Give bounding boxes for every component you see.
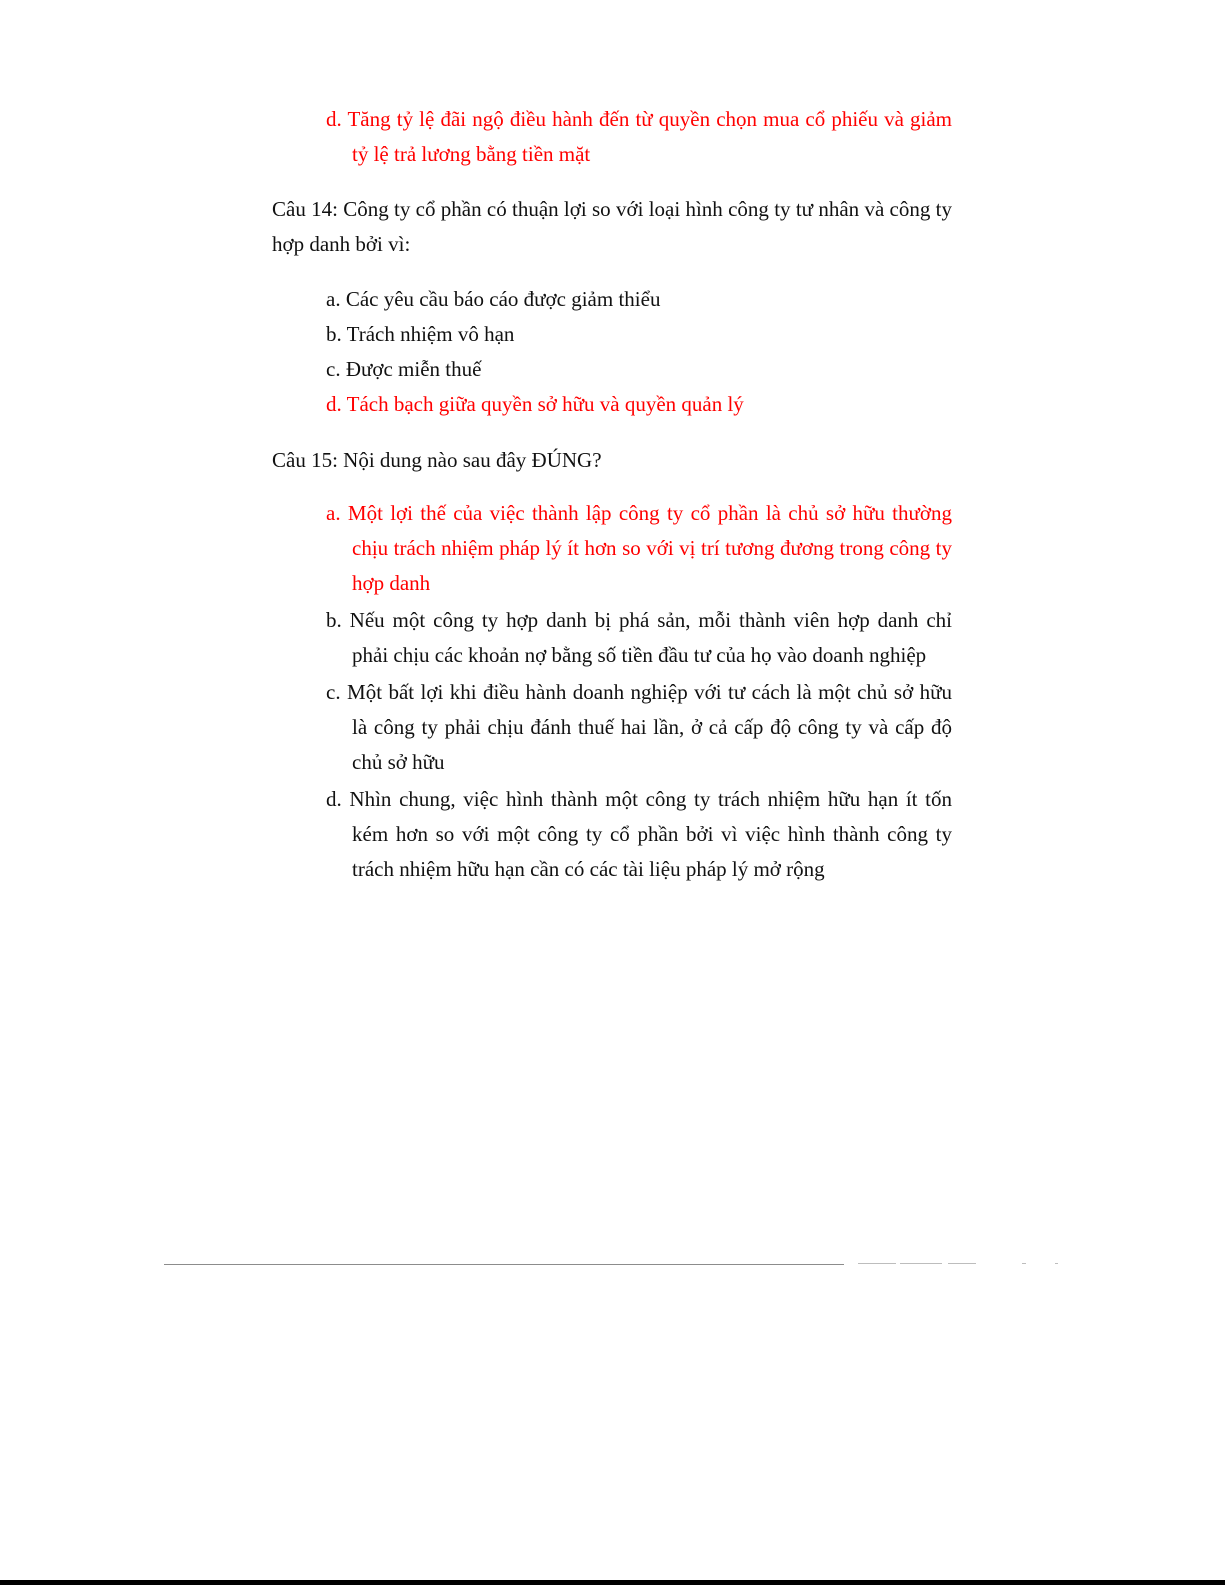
- footer-divider-fragment: [948, 1263, 976, 1264]
- question-15-option-a: [326, 496, 952, 601]
- option-letter: d.: [326, 107, 342, 131]
- option-text: Tách bạch giữa quyền sở hữu và quyền quản lý: [346, 392, 744, 416]
- option-letter: d.: [326, 787, 342, 811]
- option-text: Được miễn thuế: [345, 357, 482, 381]
- option-text: Nếu một công ty hợp danh bị phá sản, mỗi thành viên hợp danh chỉ phải chịu các khoản nợ bằng số tiền đầu tư của họ vào doanh nghiệp: [349, 608, 952, 667]
- footer-divider-fragment: [1022, 1263, 1026, 1264]
- option-letter: b.: [326, 322, 342, 346]
- question-14-options: [326, 282, 952, 422]
- option-letter: c.: [326, 680, 341, 704]
- option-text: Nhìn chung, việc hình thành một công ty trách nhiệm hữu hạn ít tốn kém hơn so với một công ty cổ phần bởi vì việc hình thành công ty trách nhiệm hữu hạn cần có các tài liệu pháp lý mở rộng: [349, 787, 953, 881]
- question-15-stem: Câu 15: Nội dung nào sau đây ĐÚNG?: [272, 448, 602, 472]
- question-14-option-a: [326, 282, 952, 317]
- option-letter: b.: [326, 608, 342, 632]
- prev-question-answers: [326, 102, 952, 172]
- option-letter: a.: [326, 501, 341, 525]
- question-14-option-c: [326, 352, 952, 387]
- option-letter: a.: [326, 287, 341, 311]
- footer-divider: [164, 1264, 844, 1265]
- question-15-option-d: [326, 782, 952, 887]
- page-bottom-edge: [0, 1580, 1225, 1585]
- footer-divider-fragment: [858, 1263, 896, 1264]
- option-text: Các yêu cầu báo cáo được giảm thiểu: [345, 287, 661, 311]
- footer-divider-fragment: [900, 1263, 942, 1264]
- option-text: Một lợi thế của việc thành lập công ty cổ phần là chủ sở hữu thường chịu trách nhiệm pháp lý ít hơn so với vị trí tương đương trong công ty hợp danh: [347, 501, 953, 595]
- prev-question-option-d: [326, 102, 952, 172]
- question-14-option-b: [326, 317, 952, 352]
- question-15-option-c: [326, 675, 952, 780]
- question-14-stem: Câu 14: Công ty cổ phần có thuận lợi so với loại hình công ty tư nhân và công ty hợp danh bởi vì:: [272, 197, 952, 256]
- question-15-option-b: [326, 603, 952, 673]
- option-letter: c.: [326, 357, 341, 381]
- option-letter: d.: [326, 392, 342, 416]
- footer-divider-fragment: [1055, 1263, 1058, 1264]
- question-14-option-d: [326, 387, 952, 422]
- option-text: Tăng tỷ lệ đãi ngộ điều hành đến từ quyền chọn mua cổ phiếu và giảm tỷ lệ trả lương bằng tiền mặt: [347, 107, 953, 166]
- option-text: Trách nhiệm vô hạn: [346, 322, 515, 346]
- question-15-options: [326, 496, 952, 889]
- option-text: Một bất lợi khi điều hành doanh nghiệp với tư cách là một chủ sở hữu là công ty phải chịu đánh thuế hai lần, ở cả cấp độ công ty và cấp độ chủ sở hữu: [347, 680, 953, 774]
